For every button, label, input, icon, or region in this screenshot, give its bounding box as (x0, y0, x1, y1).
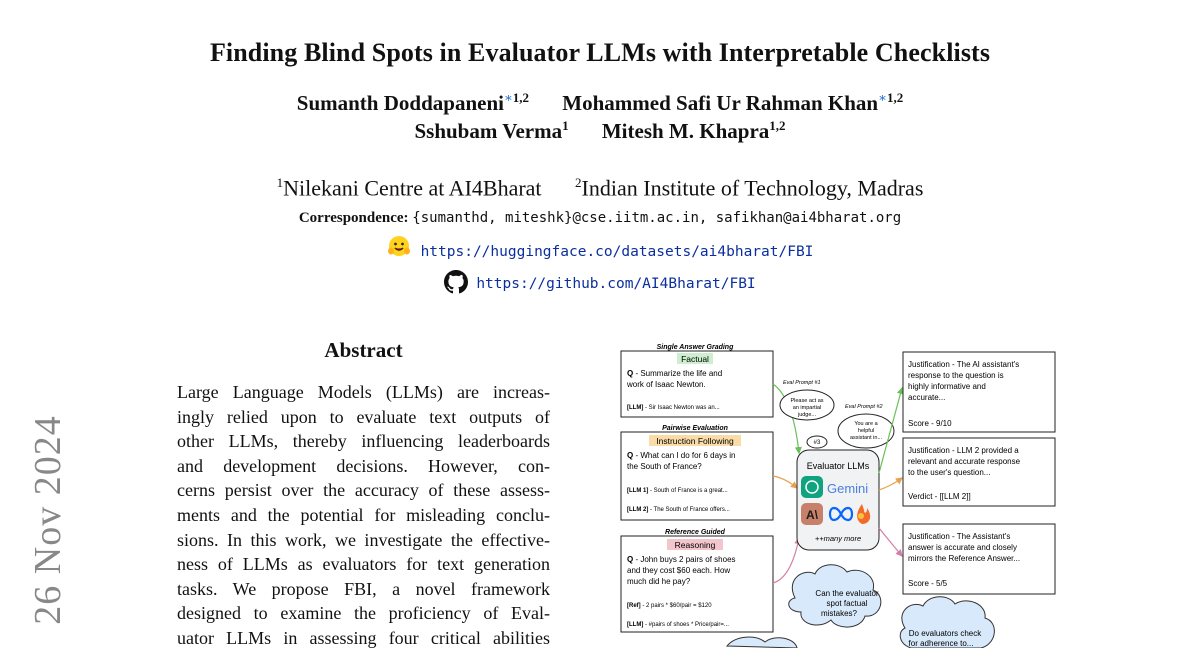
openai-icon (801, 476, 823, 498)
correspondence-emails: {sumanthd, miteshk}@cse.iitm.ac.in, safikhan@ai4bharat.org (412, 210, 902, 226)
author-name: Sshubam Verma (414, 119, 563, 143)
abstract-body (177, 380, 550, 651)
reference-llm-answer: [LLM] - #pairs of shoes * Price/pair=... (627, 622, 729, 628)
many-more-label: ++many more (814, 534, 862, 543)
reasoning-tag-label: Reasoning (674, 540, 716, 550)
cloud-1-line: Can the evaluator (815, 589, 879, 598)
question-cloud-1 (789, 565, 881, 627)
justification-3-line: mirrors the Reference Answer... (908, 554, 1021, 563)
factual-tag-label: Factual (681, 354, 709, 364)
eval-prompt-2-line: helpful (857, 428, 875, 434)
author-name: Mohammed Safi Ur Rahman Khan (562, 91, 879, 115)
cloud-1-line: spot factual (826, 599, 868, 608)
justification-1-line: Justification - The AI assistant's (908, 360, 1020, 369)
affiliation-2: $^2$Indian Institute of Technology, Madras (575, 175, 924, 201)
anthropic-icon-mark: A\ (806, 508, 818, 522)
author-2 (562, 90, 903, 116)
eval-prompt-3-label: #3 (813, 440, 821, 446)
abstract-line: sions. In this work, we investigate the effective- (177, 529, 550, 550)
framework-figure (615, 338, 1065, 648)
single-answer: [LLM] - Sir Isaac Newton was an... (627, 405, 720, 411)
arrow-evaluator-to-justification-2 (879, 478, 902, 490)
huggingface-dataset-link[interactable]: https://huggingface.co/datasets/ai4bharat/FBI (420, 244, 814, 260)
mistral-flame-core (858, 513, 864, 519)
author-1 (297, 90, 529, 116)
huggingface-link-row (0, 240, 1200, 264)
correspondence-label: Correspondence: (298, 210, 409, 226)
abstract-heading: Abstract (324, 338, 403, 362)
author-marks: ∗1,2 (878, 90, 904, 105)
eval-prompt-2-line: You are a (854, 421, 878, 427)
justification-3-score: Score - 5/5 (908, 579, 948, 588)
github-repo-link[interactable]: https://github.com/AI4Bharat/FBI (476, 276, 756, 292)
author-name: Mitesh M. Khapra (601, 119, 770, 143)
paper-title: Finding Blind Spots in Evaluator LLMs with Interpretable Checklists (209, 38, 991, 67)
justification-2-line: Justification - LLM 2 provided a (908, 446, 1019, 455)
eval-prompt-2-label: Eval Prompt #2 (845, 404, 883, 410)
pairwise-answer-1: [LLM 1] - South of France is a great... (627, 488, 728, 494)
eval-prompt-1-line: Please act as (790, 398, 824, 404)
abstract-line: ness of LLMs as evaluators for text generation (177, 554, 550, 575)
github-link-row (0, 272, 1200, 296)
author-name: Sumanth Doddapaneni (296, 91, 504, 115)
evaluator-title: Evaluator LLMs (806, 461, 870, 471)
arrow-evaluator-to-justification-3 (879, 528, 902, 556)
huggingface-icon (387, 234, 411, 258)
justification-1-line: highly informative and (908, 382, 986, 391)
gemini-label: Gemini (827, 481, 869, 496)
abstract-line: other LLMs, thereby influencing leaderboards (177, 431, 550, 452)
section-label-pairwise: Pairwise Evaluation (662, 425, 728, 432)
correspondence (0, 210, 1200, 227)
reference-question: Q - John buys 2 pairs of shoes (627, 555, 736, 564)
abstract-line: designed to examine the proficiency of Eval- (177, 603, 550, 624)
justification-2-line: to the user's question... (908, 468, 991, 477)
justification-1-line: accurate... (908, 393, 946, 402)
affiliation-1: $^1$Nilekani Centre at AI4Bharat (276, 175, 542, 201)
eval-prompt-2-line: assistant in... (849, 435, 883, 441)
author-4 (602, 118, 786, 144)
reference-question-cont-1: and they cost $60 each. How (627, 566, 731, 575)
arxiv-date-stamp (18, 410, 78, 630)
author-marks: 1 (562, 118, 569, 133)
abstract-line: and development decisions. However, con- (177, 455, 550, 476)
arrow-pairwise-to-evaluator (773, 476, 797, 488)
question-cloud-3 (727, 637, 797, 648)
reference-answer: [Ref] - 2 pairs * $60/pair = $120 (627, 603, 712, 609)
single-question: Q - Summarize the life and (627, 369, 723, 378)
pairwise-question-cont: the South of France? (627, 462, 702, 471)
justification-1-line: response to the question is (908, 371, 1004, 380)
eval-prompt-1-line: an impartial (792, 405, 822, 411)
single-question-cont: work of Isaac Newton. (627, 380, 706, 389)
abstract-line: Large Language Models (LLMs) are increas- (177, 382, 550, 402)
abstract-line: uator LLMs in assessing four critical abilities (177, 627, 550, 648)
abstract-line: cerns persist over the accuracy of these assess- (177, 480, 550, 501)
author-row-2 (0, 118, 1200, 144)
author-marks: ∗1,2 (503, 90, 530, 105)
affiliations (0, 175, 1200, 201)
abstract-line: tasks. We propose FBI, a novel framework (177, 578, 550, 599)
github-icon (444, 270, 468, 294)
cloud-2-line: for adherence to... (908, 639, 974, 648)
justification-3-line: answer is accurate and closely (908, 543, 1017, 552)
pairwise-answer-2: [LLM 2] - The South of France offers... (627, 507, 730, 513)
reference-question-cont-2: much did he pay? (627, 577, 691, 586)
justification-3-line: Justification - The Assistant's (908, 532, 1011, 541)
author-3 (414, 118, 568, 144)
cloud-1-line: mistakes? (820, 609, 858, 618)
author-row-1 (0, 90, 1200, 116)
pairwise-question: Q - What can I do for 6 days in (627, 451, 736, 460)
arrow-reference-to-evaluator (773, 538, 799, 583)
section-label-reference: Reference Guided (665, 529, 725, 536)
section-label-single: Single Answer Grading (656, 344, 734, 351)
justification-1-score: Score - 9/10 (908, 419, 952, 428)
justification-2-score: Verdict - [[LLM 2]] (908, 492, 971, 501)
eval-prompt-1-line: judge... (797, 412, 817, 418)
justification-2-line: relevant and accurate response (908, 457, 1021, 466)
eval-prompt-1-label: Eval Prompt #1 (783, 380, 821, 386)
framework-diagram (615, 338, 1065, 648)
abstract-line: ments and the potential for misleading conclu- (177, 504, 550, 525)
instruction-tag-label: Instruction Following (656, 436, 734, 446)
arxiv-date: 26 Nov 2024 (27, 415, 69, 625)
question-cloud-2 (900, 597, 994, 648)
cloud-2-line: Do evaluators check (908, 629, 982, 638)
author-marks: 1,2 (769, 118, 786, 133)
abstract-line: ingly relied upon to evaluate text outputs of (177, 406, 550, 427)
